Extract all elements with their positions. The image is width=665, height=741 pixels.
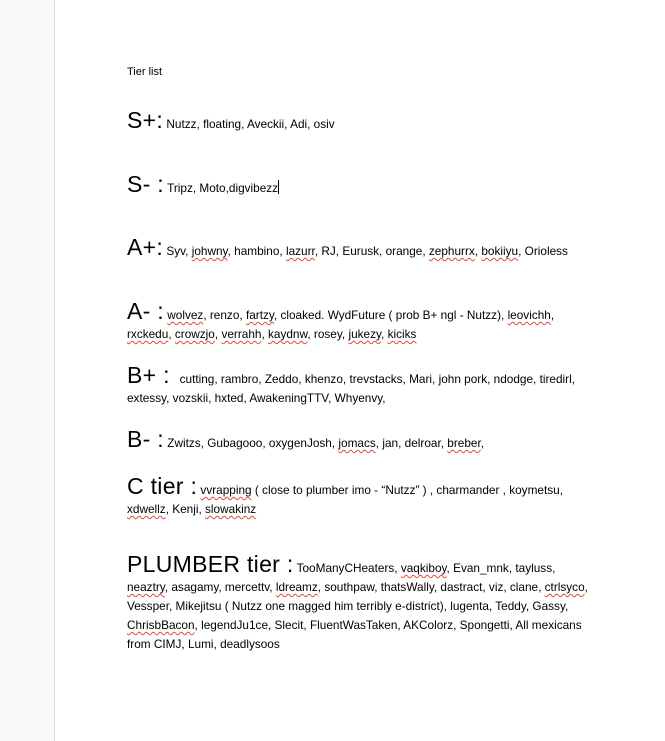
tier-label: B+ : [127,362,170,388]
tier-names: Zwitzs, Gubagooo, oxygenJosh, jomacs, jan, delroar, breber, [167,436,485,450]
tier-label: S- : [127,171,164,197]
text-cursor [278,180,279,194]
tier-names: cutting, rambro, Zeddo, khenzo, trevstacks, Mari, john pork, ndodge, tiredirl, extessy, vozskii, hxted, AwakeningTTV, Whyenvy, [127,372,575,405]
spelling-flag[interactable]: wolvez [167,308,204,322]
tier-s-plus [127,107,597,134]
tier-label: PLUMBER tier : [127,551,294,577]
spelling-flag[interactable]: vvrapping [200,483,252,497]
document-page[interactable] [54,0,665,741]
tier-a-plus [127,234,597,261]
tier-a-minus [127,298,597,344]
spelling-flag[interactable]: neaztry [127,580,165,594]
spelling-flag[interactable]: jomacs [338,436,376,450]
spelling-flag[interactable]: crowzjo [174,327,215,341]
tier-names: Syv, johwny, hambino, lazurr, RJ, Eurusk, orange, zephurrx, bokiiyu, Orioless [166,244,568,258]
spelling-flag[interactable]: kaydnw [268,327,308,341]
spelling-flag[interactable]: verrahh [221,327,262,341]
spelling-flag[interactable]: bokiiyu [481,244,519,258]
tier-b-plus [127,362,597,408]
spelling-flag[interactable]: leovichh [507,308,551,322]
spelling-flag[interactable]: breber [447,436,481,450]
tier-s-minus [127,171,597,198]
tier-plumber [127,551,597,654]
spelling-flag[interactable]: jukezy [348,327,382,341]
tier-b-minus [127,426,597,453]
tier-names: vvrapping ( close to plumber imo - “Nutzz” ) , charmander , koymetsu, xdwellz, Kenji, slowakinz [127,483,563,516]
spelling-flag[interactable]: ChrisbBacon [127,618,195,632]
spelling-flag[interactable]: ldreamz [275,580,318,594]
tier-c [127,473,597,519]
spelling-flag[interactable]: kiciks [387,327,417,341]
spelling-flag[interactable]: rxckedu [127,327,169,341]
tier-label: C tier : [127,473,198,499]
spelling-flag[interactable]: johwny [191,244,228,258]
tier-label: A+: [127,234,164,260]
tier-names: Tripz, Moto,digvibezz [167,181,279,195]
tier-label: S+: [127,107,164,133]
spelling-flag[interactable]: lazurr [285,244,315,258]
tier-names: TooManyCHeaters, vaqkiboy, Evan_mnk, tayluss, neaztry, asagamy, mercettv, ldreamz, southpaw, thatsWally, dastract, viz, clane, ctrlsyco, Vessper, Mikejitsu ( Nutzz one magged him terribly e-district), lugenta, Teddy, Gassy, ChrisbBacon, legendJu1ce, Slecit, FluentWasTaken, AKColorz, Spongetti, All mexicans from CIMJ, Lumi, deadlysoos [127,561,588,651]
tier-names: Nutzz, floating, Aveckii, Adi, osiv [166,117,335,131]
document-title: Tier list [127,66,163,78]
spelling-flag[interactable]: ctrlsyco [544,580,585,594]
spelling-flag[interactable]: zephurrx [428,244,475,258]
spelling-flag[interactable]: fartzy [245,308,274,322]
spelling-flag[interactable]: slowakinz [205,502,257,516]
tier-label: B- : [127,426,164,452]
spelling-flag[interactable]: xdwellz [127,502,166,516]
spelling-flag[interactable]: vaqkiboy [400,561,447,575]
tier-names: wolvez, renzo, fartzy, cloaked. WydFuture ( prob B+ ngl - Nutzz), leovichh, rxckedu, crowzjo, verrahh, kaydnw, rosey, jukezy, kiciks [127,308,555,341]
tier-label: A- : [127,298,164,324]
